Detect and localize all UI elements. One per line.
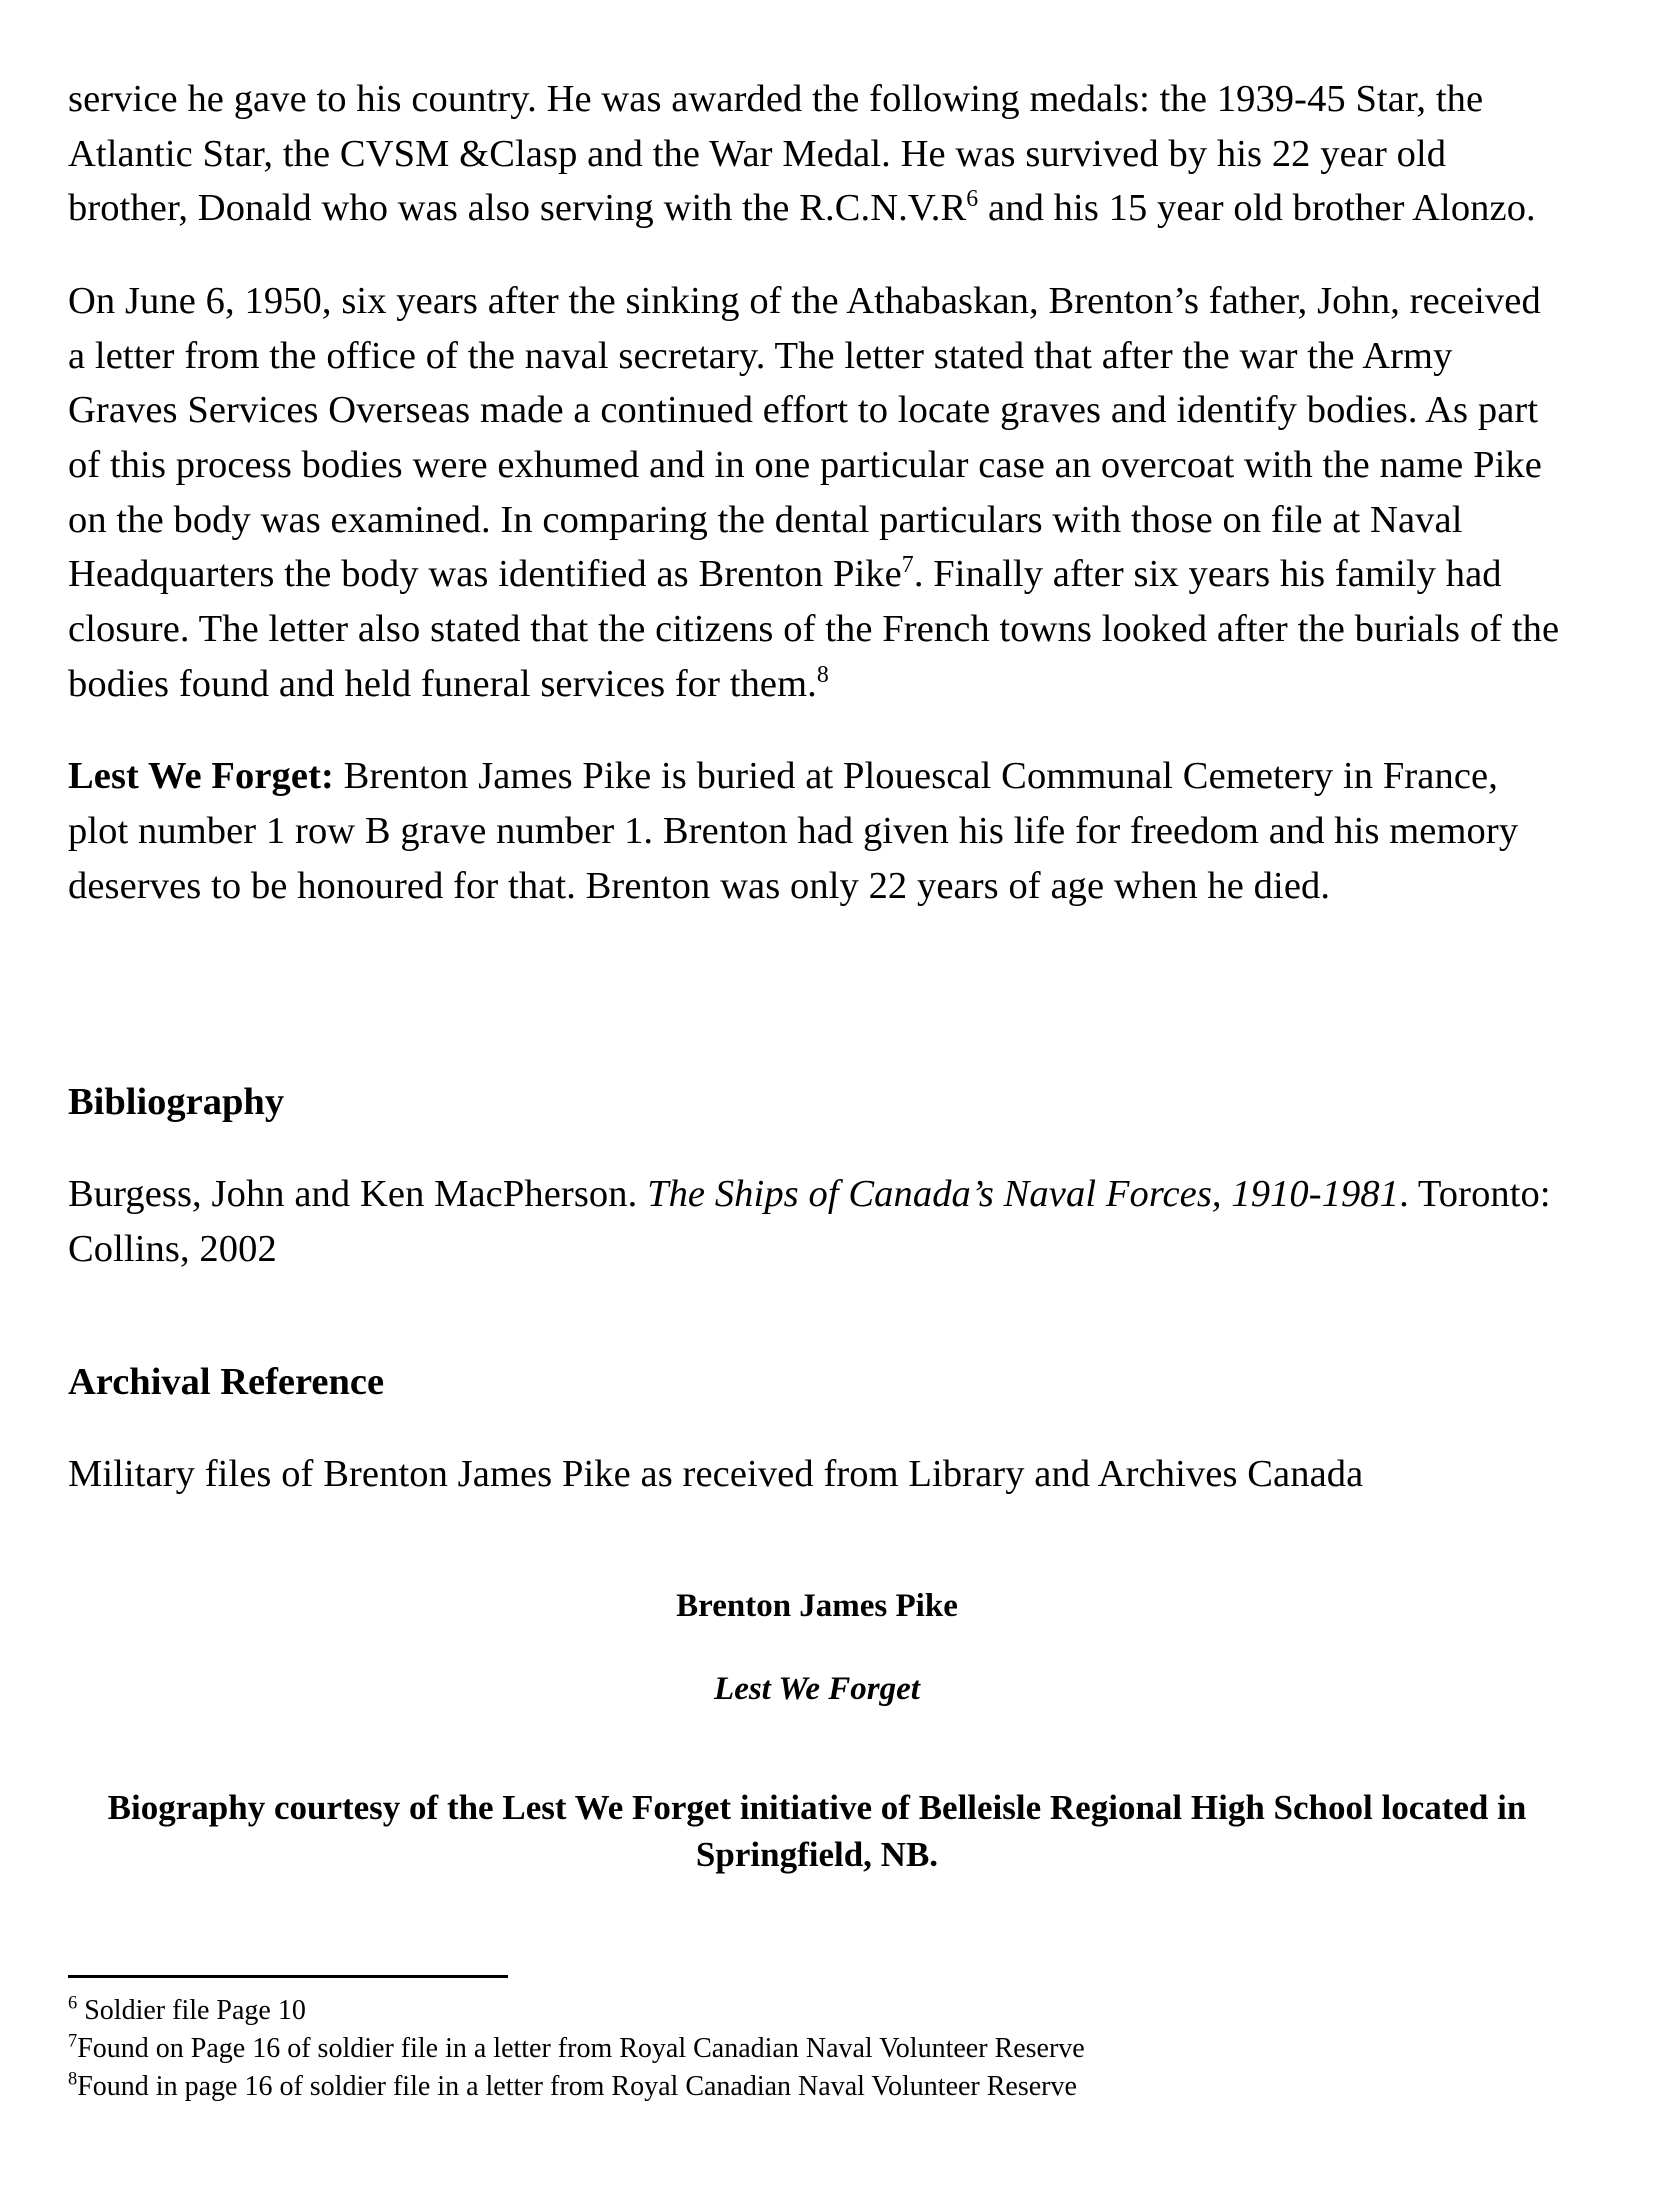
lest-we-forget-text: Brenton James Pike is buried at Plouescal Communal Cemetery in France, plot number 1 row B grave number 1. Brenton had given his life for freedom and his memory deserves to be honoured for that. Brenton was only 22 years of age when he died. <box>68 755 1519 907</box>
footnote-6-text: Soldier file Page 10 <box>84 1995 306 2026</box>
footnote-area <box>68 1975 1468 2106</box>
footnote-marker-6[interactable]: 6 <box>966 186 979 213</box>
spacer-before-archival-reference <box>68 1315 1566 1357</box>
spacer-after-archival-heading <box>68 1407 1566 1447</box>
footnote-separator-rule <box>68 1975 508 1978</box>
bibliography-publisher: . Toronto: Collins, 2002 <box>68 1173 1551 1270</box>
lest-we-forget-label: Lest We Forget: <box>68 755 334 798</box>
paragraph-letter <box>68 274 1566 711</box>
footnote-7-marker: 7 <box>68 2030 78 2051</box>
footnote-8-text: Found in page 16 of soldier file in a letter from Royal Canadian Naval Volunteer Reserve <box>77 2071 1077 2103</box>
spacer-before-bibliography <box>68 951 1566 1077</box>
paragraph-letter-text-2: . Finally after six years his family had closure. The letter also stated that the citizens of the French towns looked after the burials of the bodies found and held funeral services for them. <box>68 553 1560 705</box>
document-body <box>68 72 1566 1539</box>
paragraph-medals <box>68 72 1566 236</box>
courtesy-line-2: located in Springfield, NB. <box>695 1788 1527 1874</box>
bibliography-heading: Bibliography <box>68 1081 285 1124</box>
footnote-6-marker: 6 <box>68 1992 78 2013</box>
courtesy-statement <box>68 1785 1566 1878</box>
memorial-name: Brenton James Pike <box>676 1588 958 1624</box>
bibliography-authors: Burgess, John and Ken MacPherson. <box>68 1173 648 1216</box>
bibliography-entry <box>68 1167 1566 1276</box>
footnote-7 <box>68 2030 1468 2068</box>
archival-reference-heading: Archival Reference <box>68 1360 385 1403</box>
memorial-motto: Lest We Forget <box>714 1671 920 1707</box>
archival-reference-entry: Military files of Brenton James Pike as received from Library and Archives Canada <box>68 1452 1364 1495</box>
paragraph-medals-text-2: and his 15 year old brother Alonzo. <box>978 187 1536 230</box>
paragraph-letter-text-1: On June 6, 1950, six years after the sinking of the Athabaskan, Brenton’s father, John, received a letter from the office of the naval secretary. The letter stated that after the war the Army Graves Services Overseas made a continued effort to locate graves and identify bodies. As part of this process bodies were exhumed and in one particular case an overcoat with the name Pike on the body was examined. In comparing the dental particulars with those on file at Naval Headquarters the body was identified as Brenton Pike <box>68 279 1542 596</box>
courtesy-line-1: Biography courtesy of the Lest We Forget initiative of Belleisle Regional High School <box>107 1788 1373 1827</box>
paragraph-lest-we-forget <box>68 749 1566 913</box>
footnote-marker-8[interactable]: 8 <box>816 661 829 688</box>
spacer-after-bibliography-heading <box>68 1127 1566 1167</box>
footnote-marker-7[interactable]: 7 <box>901 552 914 579</box>
footnote-8 <box>68 2068 1468 2106</box>
footnote-7-text: Found on Page 16 of soldier file in a letter from Royal Canadian Naval Volunteer Reserve <box>77 2033 1085 2065</box>
paragraph-medals-text-1: service he gave to his country. He was awarded the following medals: the 1939-45 Star, the Atlantic Star, the CVSM &Clasp and the War Medal. He was survived by his 22 year old brother, Donald who was also serving with the R.C.N.V.R <box>68 78 1484 230</box>
footnote-6 <box>68 1992 1468 2030</box>
footnote-8-marker: 8 <box>68 2068 78 2089</box>
bibliography-title: The Ships of Canada’s Naval Forces, 1910-1981 <box>647 1173 1400 1216</box>
